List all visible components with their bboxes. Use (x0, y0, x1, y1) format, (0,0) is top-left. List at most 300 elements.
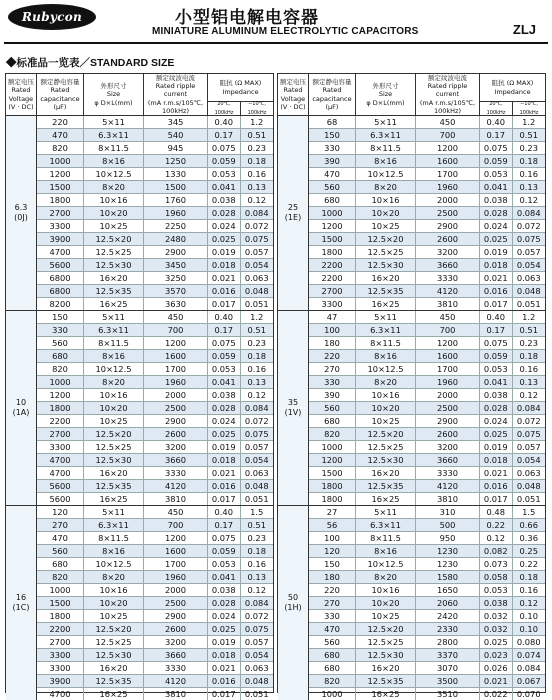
cell-impedance-minus10c: 0.051 (516, 494, 541, 505)
cell-ripple: 500 (416, 519, 480, 531)
impedance-subheaders (480, 102, 545, 115)
cell-impedance-20c: 0.023 (480, 649, 513, 661)
cell-size: 12.5×25 (84, 441, 144, 453)
cell-ripple: 3810 (416, 298, 480, 310)
cell-capacitance: 820 (37, 142, 84, 154)
cell-capacitance: 2200 (309, 259, 356, 271)
cell-impedance-minus10c: 0.12 (247, 195, 266, 206)
cell-capacitance: 3300 (37, 662, 84, 674)
cell-ripple: 3630 (144, 298, 208, 310)
header-line: Rated ripple current (427, 82, 468, 99)
cell-impedance-20c: 0.058 (480, 571, 513, 583)
group-rows (37, 116, 273, 310)
cell-size: 6.3×11 (356, 324, 416, 336)
cell-size: 16×25 (356, 688, 416, 700)
cell-ripple: 3660 (416, 454, 480, 466)
table-row (309, 297, 545, 310)
cell-impedance-20c: 0.17 (208, 324, 241, 336)
table-row (309, 506, 545, 518)
cell-impedance-minus10c: 0.063 (516, 273, 541, 284)
cell-ripple: 1230 (416, 545, 480, 557)
cell-capacitance: 6800 (37, 285, 84, 297)
cell-impedance-minus10c: 0.084 (516, 208, 541, 219)
cell-impedance-20c: 0.075 (208, 142, 241, 154)
cell-size: 10×20 (84, 207, 144, 219)
cell-capacitance: 2700 (37, 636, 84, 648)
cell-ripple: 1960 (416, 181, 480, 193)
cell-impedance-minus10c: 0.25 (519, 546, 538, 557)
table-row (37, 219, 273, 232)
cell-capacitance: 2700 (309, 285, 356, 297)
cell-size: 8×11.5 (356, 532, 416, 544)
table-row (37, 388, 273, 401)
cell-impedance-20c: 0.018 (208, 454, 241, 466)
cell-impedance-minus10c: 0.072 (244, 221, 269, 232)
cell-ripple: 2600 (144, 623, 208, 635)
cell-capacitance: 1500 (309, 467, 356, 479)
voltage-value: 35 (287, 398, 299, 408)
cell-size: 6.3×11 (84, 129, 144, 141)
table-row (309, 258, 545, 271)
cell-size: 12.5×25 (84, 636, 144, 648)
cell-impedance-20c: 0.019 (208, 246, 241, 258)
cell-impedance-minus10c: 0.051 (516, 299, 541, 310)
cell-impedance-minus10c: 0.084 (244, 403, 269, 414)
cell-size: 10×25 (84, 415, 144, 427)
table-row (37, 349, 273, 362)
voltage-code: (1H) (284, 603, 302, 613)
cell-impedance-20c: 0.038 (480, 597, 513, 609)
cell-size: 10×16 (84, 389, 144, 401)
table-row (37, 193, 273, 206)
cell-impedance-minus10c: 0.51 (247, 130, 266, 141)
table-row (309, 375, 545, 388)
cell-capacitance: 100 (309, 324, 356, 336)
cell-impedance-minus10c: 0.084 (516, 403, 541, 414)
cell-ripple: 2500 (416, 402, 480, 414)
header-line: φ D×L(mm) (94, 98, 133, 107)
header-line: 额定电压 (8, 78, 34, 87)
table-row (309, 154, 545, 167)
cell-impedance-20c: 0.017 (480, 298, 513, 310)
cell-impedance-20c: 0.019 (480, 246, 513, 258)
cell-impedance-minus10c: 0.057 (516, 247, 541, 258)
cell-size: 10×20 (356, 402, 416, 414)
cell-size: 10×20 (84, 597, 144, 609)
cell-impedance-20c: 0.025 (480, 233, 513, 245)
table-row (309, 544, 545, 557)
cell-size: 16×20 (84, 662, 144, 674)
header-ripple (416, 74, 480, 115)
cell-capacitance: 3300 (309, 298, 356, 310)
cell-impedance-20c: 0.021 (480, 467, 513, 479)
cell-ripple: 3660 (416, 259, 480, 271)
cell-size: 12.5×35 (84, 480, 144, 492)
table-row (37, 167, 273, 180)
cell-size: 16×25 (356, 493, 416, 505)
table-row (37, 206, 273, 219)
table-row (309, 440, 545, 453)
table-row (309, 336, 545, 349)
cell-ripple: 2500 (416, 207, 480, 219)
table-row (309, 323, 545, 336)
voltage-label (278, 116, 309, 310)
cell-impedance-minus10c: 0.051 (244, 494, 269, 505)
cell-impedance-20c: 0.025 (208, 623, 241, 635)
table-row (309, 245, 545, 258)
cell-capacitance: 560 (37, 337, 84, 349)
cell-size: 8×11.5 (84, 532, 144, 544)
cell-capacitance: 3300 (37, 441, 84, 453)
cell-impedance-minus10c: 0.048 (516, 481, 541, 492)
cell-impedance-minus10c: 0.16 (247, 169, 266, 180)
cell-size: 8×16 (356, 350, 416, 362)
cell-size: 6.3×11 (356, 519, 416, 531)
header-line: Size (106, 90, 121, 99)
cell-impedance-20c: 0.016 (208, 675, 241, 687)
cell-capacitance: 2200 (37, 415, 84, 427)
cell-ripple: 1330 (144, 168, 208, 180)
cell-impedance-minus10c: 0.080 (516, 637, 541, 648)
header-line: φ D×L(mm) (366, 98, 405, 107)
cell-capacitance: 330 (309, 610, 356, 622)
cell-size: 10×25 (356, 415, 416, 427)
cell-size: 8×20 (356, 571, 416, 583)
table-row (37, 687, 273, 700)
cell-ripple: 1200 (416, 142, 480, 154)
cell-impedance-minus10c: 0.084 (244, 598, 269, 609)
cell-impedance-minus10c: 1.2 (522, 312, 536, 323)
cell-ripple: 1580 (416, 571, 480, 583)
table-row (309, 570, 545, 583)
cell-impedance-minus10c: 0.063 (244, 468, 269, 479)
table-row (37, 258, 273, 271)
header-line: Voltage (8, 94, 34, 103)
cell-impedance-minus10c: 0.070 (516, 689, 541, 700)
cell-impedance-20c: 0.075 (480, 337, 513, 349)
cell-capacitance: 1200 (37, 389, 84, 401)
cell-ripple: 3330 (144, 467, 208, 479)
cell-size: 10×12.5 (84, 168, 144, 180)
impedance-condition: −10℃, 100kHz (247, 101, 267, 116)
cell-size: 5×11 (84, 311, 144, 323)
cell-size: 12.5×20 (84, 233, 144, 245)
table-header (6, 74, 273, 116)
cell-capacitance: 2200 (309, 272, 356, 284)
cell-impedance-minus10c: 0.13 (247, 377, 266, 388)
table-row (37, 180, 273, 193)
group-rows (309, 311, 545, 505)
voltage-code: (1A) (12, 408, 30, 418)
cell-impedance-20c: 0.016 (480, 480, 513, 492)
cell-ripple: 3510 (416, 688, 480, 700)
cell-impedance-20c: 0.053 (480, 584, 513, 596)
header-size (84, 74, 144, 115)
cell-capacitance: 6800 (37, 272, 84, 284)
table-row (37, 311, 273, 323)
cell-size: 16×20 (356, 272, 416, 284)
table-row (309, 116, 545, 128)
group-rows (309, 506, 545, 700)
cell-impedance-minus10c: 0.16 (247, 559, 266, 570)
cell-ripple: 3330 (144, 662, 208, 674)
cell-impedance-20c: 0.024 (208, 220, 241, 232)
cell-ripple: 450 (416, 311, 480, 323)
cell-ripple: 3250 (144, 272, 208, 284)
cell-impedance-20c: 0.40 (480, 116, 513, 128)
cell-capacitance: 820 (37, 571, 84, 583)
cell-impedance-20c: 0.059 (480, 350, 513, 362)
cell-impedance-minus10c: 0.054 (244, 650, 269, 661)
cell-capacitance: 180 (309, 337, 356, 349)
voltage-value: 25 (287, 203, 299, 213)
cell-ripple: 2000 (144, 584, 208, 596)
cell-impedance-20c: 0.021 (208, 467, 241, 479)
cell-ripple: 345 (144, 116, 208, 128)
cell-ripple: 1960 (144, 376, 208, 388)
cell-impedance-20c: 0.021 (208, 662, 241, 674)
cell-size: 16×25 (356, 298, 416, 310)
rubycon-logo (8, 4, 96, 30)
cell-ripple: 2900 (144, 610, 208, 622)
cell-capacitance: 220 (309, 584, 356, 596)
cell-capacitance: 150 (37, 311, 84, 323)
cell-capacitance: 820 (309, 675, 356, 687)
header-line: 阻抗 (Ω MAX) (219, 79, 262, 88)
table-row (37, 622, 273, 635)
cell-capacitance: 470 (37, 532, 84, 544)
table-row (309, 479, 545, 492)
table-header (278, 74, 545, 116)
cell-capacitance: 180 (309, 571, 356, 583)
cell-capacitance: 5600 (37, 259, 84, 271)
voltage-group (278, 506, 545, 700)
voltage-code: (1E) (284, 213, 302, 223)
table-row (37, 427, 273, 440)
cell-impedance-20c: 0.041 (208, 571, 241, 583)
cell-size: 10×16 (84, 194, 144, 206)
cell-impedance-minus10c: 0.063 (244, 273, 269, 284)
cell-capacitance: 56 (309, 519, 356, 531)
cell-impedance-minus10c: 0.075 (244, 624, 269, 635)
table-row (309, 206, 545, 219)
cell-capacitance: 270 (37, 519, 84, 531)
cell-size: 8×11.5 (84, 337, 144, 349)
cell-impedance-20c: 0.073 (480, 558, 513, 570)
cell-ripple: 1500 (144, 181, 208, 193)
cell-impedance-20c: 0.024 (480, 415, 513, 427)
cell-capacitance: 100 (309, 532, 356, 544)
cell-impedance-20c: 0.038 (208, 389, 241, 401)
cell-size: 8×11.5 (356, 142, 416, 154)
voltage-label (6, 311, 37, 505)
cell-impedance-minus10c: 0.074 (516, 650, 541, 661)
cell-capacitance: 3300 (37, 649, 84, 661)
cell-capacitance: 1000 (37, 155, 84, 167)
cell-impedance-20c: 0.028 (208, 402, 241, 414)
cell-impedance-20c: 0.22 (480, 519, 513, 531)
voltage-groups (278, 116, 545, 700)
cell-impedance-minus10c: 0.12 (247, 585, 266, 596)
table-row (37, 453, 273, 466)
cell-ripple: 3200 (416, 246, 480, 258)
cell-size: 8×20 (84, 181, 144, 193)
cell-ripple: 450 (144, 311, 208, 323)
cell-impedance-20c: 0.053 (208, 168, 241, 180)
cell-capacitance: 680 (37, 558, 84, 570)
header-line: 阻抗 (Ω MAX) (491, 79, 534, 88)
cell-capacitance: 1500 (37, 181, 84, 193)
cell-ripple: 450 (416, 116, 480, 128)
cell-impedance-20c: 0.059 (480, 155, 513, 167)
impedance-condition: 20℃, 100kHz (208, 102, 241, 115)
table-row (37, 609, 273, 622)
cell-ripple: 3330 (416, 272, 480, 284)
table-row (37, 336, 273, 349)
cell-size: 5×11 (356, 506, 416, 518)
cell-impedance-minus10c: 0.054 (244, 260, 269, 271)
cell-ripple: 1700 (144, 558, 208, 570)
cell-impedance-minus10c: 1.2 (522, 117, 536, 128)
series-code: ZLJ (512, 22, 536, 37)
cell-ripple: 2000 (144, 389, 208, 401)
cell-impedance-minus10c: 0.075 (244, 429, 269, 440)
cell-impedance-20c: 0.17 (480, 129, 513, 141)
cell-impedance-minus10c: 1.2 (250, 312, 264, 323)
table-row (37, 375, 273, 388)
cell-size: 12.5×25 (356, 441, 416, 453)
table-row (309, 427, 545, 440)
cell-impedance-minus10c: 0.13 (519, 377, 538, 388)
cell-impedance-minus10c: 0.054 (516, 260, 541, 271)
cell-impedance-minus10c: 0.072 (516, 416, 541, 427)
cell-impedance-minus10c: 0.072 (244, 416, 269, 427)
cell-size: 12.5×20 (356, 233, 416, 245)
cell-size: 12.5×25 (84, 246, 144, 258)
cell-size: 8×16 (356, 155, 416, 167)
cell-impedance-minus10c: 0.054 (516, 455, 541, 466)
header-line: Impedance (222, 87, 259, 96)
cell-size: 8×11.5 (84, 142, 144, 154)
section-heading: ◆标准品一览表／STANDARD SIZE (6, 57, 175, 69)
table-row (37, 479, 273, 492)
table-row (37, 284, 273, 297)
voltage-value: 50 (287, 593, 299, 603)
cell-capacitance: 120 (37, 506, 84, 518)
table-row (37, 128, 273, 141)
cell-impedance-20c: 0.075 (208, 532, 241, 544)
header-line: Rated ripple current (155, 82, 196, 99)
cell-size: 12.5×20 (356, 623, 416, 635)
cell-size: 12.5×35 (84, 285, 144, 297)
cell-capacitance: 470 (309, 623, 356, 635)
cell-impedance-minus10c: 0.23 (519, 338, 538, 349)
cell-impedance-minus10c: 0.23 (519, 143, 538, 154)
cell-impedance-20c: 0.026 (480, 662, 513, 674)
voltage-group (278, 116, 545, 311)
table-row (309, 583, 545, 596)
table-row (309, 232, 545, 245)
cell-impedance-20c: 0.053 (480, 363, 513, 375)
cell-size: 6.3×11 (356, 129, 416, 141)
header-line: (mA r.m.s/105℃, 100kHz) (419, 98, 476, 115)
cell-capacitance: 1800 (309, 493, 356, 505)
cell-ripple: 2600 (144, 428, 208, 440)
cell-impedance-20c: 0.025 (208, 233, 241, 245)
header-capacitance (309, 74, 356, 115)
cell-ripple: 3200 (144, 441, 208, 453)
cell-impedance-minus10c: 0.10 (519, 624, 538, 635)
cell-capacitance: 820 (37, 363, 84, 375)
title-chinese: 小型铝电解电容器 (175, 8, 319, 28)
header-line: Voltage (280, 94, 306, 103)
table-row (37, 544, 273, 557)
cell-ripple: 3450 (144, 259, 208, 271)
cell-capacitance: 1800 (37, 610, 84, 622)
cell-size: 16×20 (84, 272, 144, 284)
cell-impedance-minus10c: 0.22 (519, 559, 538, 570)
table-row (37, 557, 273, 570)
cell-ripple: 1600 (144, 545, 208, 557)
voltage-value: 10 (15, 398, 27, 408)
table-row (309, 414, 545, 427)
cell-ripple: 3810 (144, 688, 208, 700)
cell-capacitance: 560 (37, 545, 84, 557)
cell-ripple: 1650 (416, 584, 480, 596)
cell-capacitance: 330 (37, 324, 84, 336)
cell-ripple: 2330 (416, 623, 480, 635)
cell-impedance-minus10c: 0.16 (519, 169, 538, 180)
cell-capacitance: 1000 (309, 441, 356, 453)
table-row (37, 323, 273, 336)
cell-size: 12.5×30 (84, 649, 144, 661)
cell-size: 10×12.5 (356, 363, 416, 375)
cell-size: 10×12.5 (84, 363, 144, 375)
cell-size: 10×16 (356, 389, 416, 401)
cell-size: 12.5×30 (356, 259, 416, 271)
cell-impedance-20c: 0.016 (480, 285, 513, 297)
cell-impedance-minus10c: 1.2 (250, 117, 264, 128)
cell-size: 10×16 (356, 194, 416, 206)
cell-impedance-20c: 0.12 (480, 532, 513, 544)
cell-impedance-20c: 0.017 (208, 688, 241, 700)
table-row (309, 219, 545, 232)
cell-impedance-20c: 0.053 (208, 363, 241, 375)
cell-impedance-20c: 0.016 (208, 480, 241, 492)
header-line: (V · DC) (8, 102, 34, 111)
cell-impedance-minus10c: 0.13 (519, 182, 538, 193)
cell-impedance-minus10c: 0.048 (244, 481, 269, 492)
cell-ripple: 2480 (144, 233, 208, 245)
cell-impedance-minus10c: 0.51 (247, 520, 266, 531)
cell-impedance-20c: 0.041 (208, 376, 241, 388)
cell-ripple: 3070 (416, 662, 480, 674)
cell-size: 10×25 (356, 610, 416, 622)
cell-capacitance: 4700 (37, 688, 84, 700)
cell-impedance-20c: 0.028 (208, 597, 241, 609)
cell-ripple: 540 (144, 129, 208, 141)
impedance-title (480, 74, 545, 102)
cell-capacitance: 390 (309, 155, 356, 167)
header-voltage (6, 74, 37, 115)
cell-impedance-20c: 0.041 (480, 181, 513, 193)
cell-capacitance: 1800 (37, 194, 84, 206)
cell-ripple: 1600 (144, 350, 208, 362)
header-line: Rated (11, 86, 31, 95)
cell-impedance-minus10c: 0.10 (519, 611, 538, 622)
cell-capacitance: 2200 (37, 623, 84, 635)
cell-ripple: 700 (416, 129, 480, 141)
